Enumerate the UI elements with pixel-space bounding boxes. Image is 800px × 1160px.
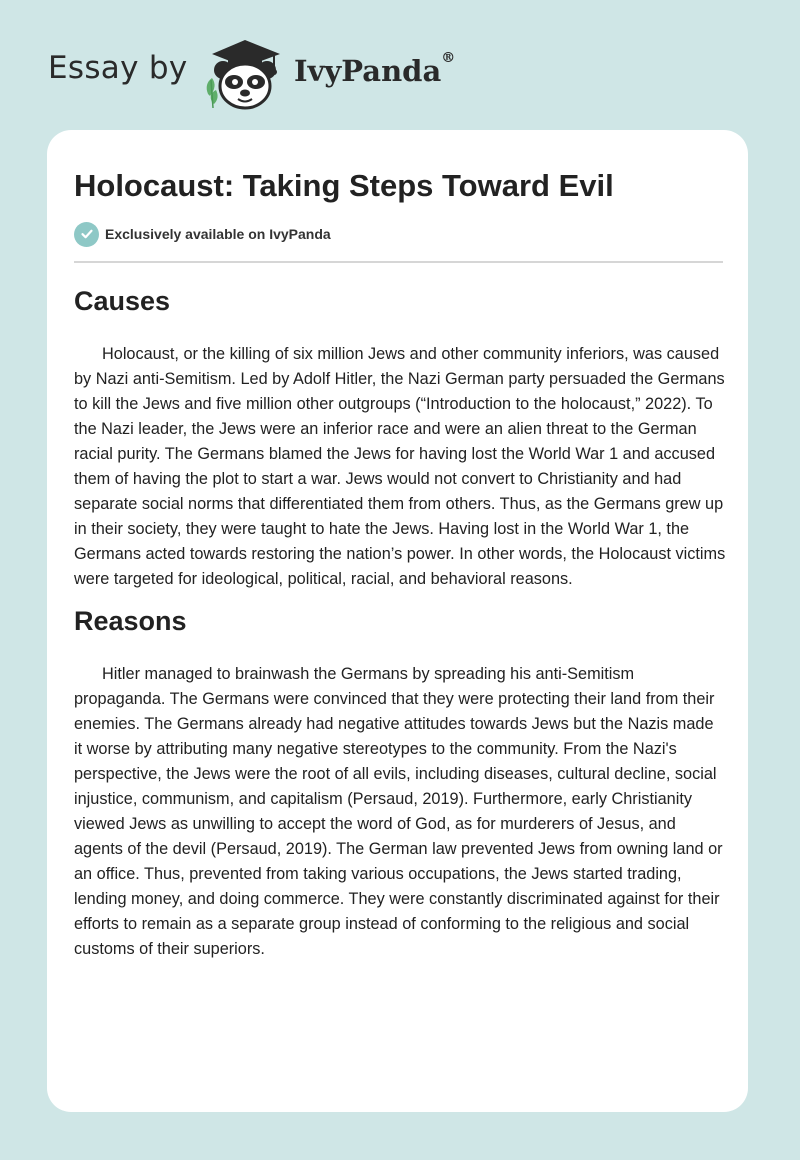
title-divider (74, 261, 723, 263)
section-heading-reasons: Reasons (74, 606, 187, 636)
section-paragraph-causes: Holocaust, or the killing of six million Jews and other community inferiors, was caused by Nazi anti-Semitism. Led by Adolf Hitler, the Nazi German party persuaded the Germans to kill the Jews and five million other outgroups (“Introduction to the holocaust,” 2022). To the Nazi leader, the Jews were an inferior race and were an alien threat to the German racial purity. The Germans blamed the Jews for having lost the World War 1 and accused them of having the plot to start a war. Jews would not convert to Christianity and had separate social norms that differentiated them from others. Thus, as the Germans grew up in their society, they were taught to hate the Jews. Having lost in the World War 1, the Germans acted towards restoring the nation’s power. In other words, the Holocaust victims were targeted for ideological, political, racial, and behavioral reasons. (74, 345, 726, 588)
exclusive-label (74, 221, 331, 247)
section-heading-causes: Causes (74, 286, 171, 316)
check-icon (74, 222, 99, 247)
essay-body (74, 282, 726, 962)
brand-prefix: Essay by (48, 50, 188, 86)
essay-card (47, 130, 748, 1112)
panda-graduation-cap-logo-icon[interactable] (202, 36, 288, 112)
exclusive-text: Exclusively available on IvyPanda (105, 226, 331, 242)
section-paragraph-reasons: Hitler managed to brainwash the Germans by spreading his anti-Semitism propaganda. The Germans were convinced that they were protecting their land from their enemies. The Germans already had negative attitudes towards Jews but the Nazis made it worse by attributing many negative stereotypes to the community. From the Nazi's perspective, the Jews were the root of all evils, including diseases, cultural decline, social injustice, communism, and capitalism (Persaud, 2019). Furthermore, early Christianity viewed Jews as unwilling to accept the word of God, as for murderers of Jesus, and agents of the devil (Persaud, 2019). The German law prevented Jews from owning land or an office. Thus, prevented from taking various occupations, the Jews started trading, lending money, and doing commerce. They were constantly discriminated against for their efforts to remain as a separate group instead of conforming to the religious and social customs of their superiors. (74, 665, 723, 958)
essay-title: Holocaust: Taking Steps Toward Evil (74, 168, 614, 203)
brand-header (48, 36, 488, 112)
brand-name[interactable]: IvyPanda® (294, 50, 456, 88)
